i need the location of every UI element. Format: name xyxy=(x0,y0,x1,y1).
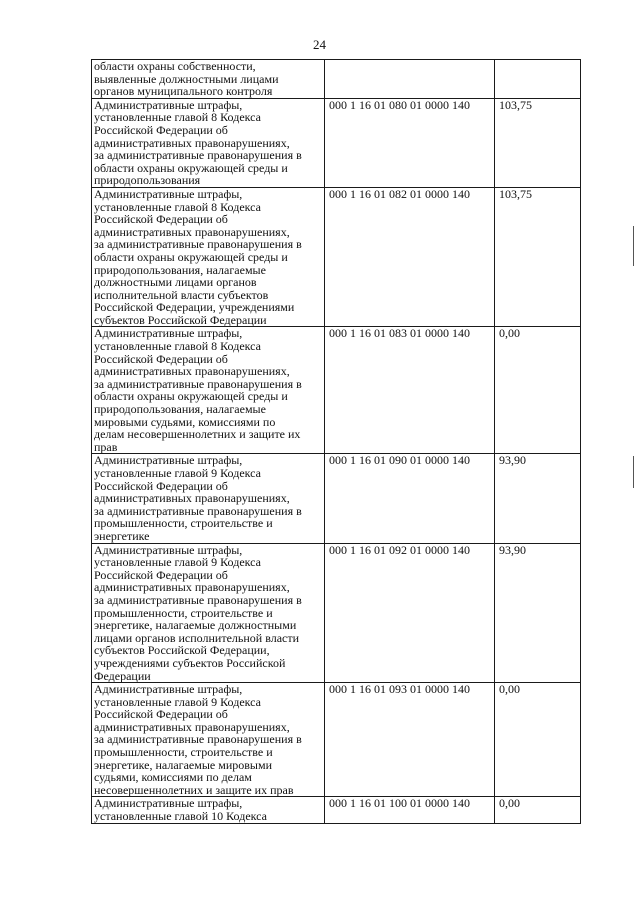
description-line: энергетике, налагаемые мировыми xyxy=(94,757,272,772)
description-line: области охраны собственности, xyxy=(94,59,256,73)
amount-value: 103,75 xyxy=(495,98,581,187)
budget-classification-code: 000 1 16 01 092 01 0000 140 xyxy=(325,543,495,683)
table-row xyxy=(92,543,581,683)
table-row xyxy=(92,187,581,327)
description-line: административных правонарушениях, xyxy=(94,135,290,150)
description-line: судьями, комиссиями по делам xyxy=(94,770,252,785)
description-line: Российской Федерации об xyxy=(94,567,228,582)
amount-value: 0,00 xyxy=(495,797,581,823)
budget-classification-code: 000 1 16 01 082 01 0000 140 xyxy=(325,187,495,327)
amount-value: 93,90 xyxy=(495,454,581,543)
description-line: за административные правонарушения в xyxy=(94,237,302,252)
amount-value: 0,00 xyxy=(495,327,581,454)
description-line: установленные главой 9 Кодекса xyxy=(94,694,261,709)
budget-classification-code: 000 1 16 01 090 01 0000 140 xyxy=(325,454,495,543)
description-line: делам несовершеннолетних и защите их xyxy=(94,427,301,442)
budget-classification-code: 000 1 16 01 080 01 0000 140 xyxy=(325,98,495,187)
description-line: органов муниципального контроля xyxy=(94,84,273,99)
description-line: промышленности, строительстве и xyxy=(94,745,273,760)
description-line: Российской Федерации об xyxy=(94,478,228,493)
scan-artifact-mark xyxy=(633,226,634,266)
description-line: области охраны окружающей среды и xyxy=(94,249,288,264)
description-line: административных правонарушениях, xyxy=(94,364,290,379)
revenue-description-cell xyxy=(92,454,325,543)
amount-value: 93,90 xyxy=(495,543,581,683)
table-row xyxy=(92,60,581,99)
revenue-description-cell xyxy=(92,797,325,823)
description-line: установленные главой 9 Кодекса xyxy=(94,555,261,570)
description-line: Административные штрафы, xyxy=(94,682,243,697)
description-line: прав xyxy=(94,439,118,454)
description-line: выявленные должностными лицами xyxy=(94,71,279,86)
description-line: природопользования, налагаемые xyxy=(94,402,266,417)
revenue-description-cell xyxy=(92,98,325,187)
description-line: установленные главой 10 Кодекса xyxy=(94,809,267,824)
description-line: за административные правонарушения в xyxy=(94,376,302,391)
table-row xyxy=(92,683,581,797)
page-number: 24 xyxy=(313,37,326,52)
description-line: за административные правонарушения в xyxy=(94,732,302,747)
description-line: Российской Федерации об xyxy=(94,122,228,137)
description-line: несовершеннолетних и защите их прав xyxy=(94,782,294,797)
amount-value xyxy=(495,60,581,99)
table-row xyxy=(92,98,581,187)
scan-artifact-mark xyxy=(633,456,634,488)
revenue-description-cell xyxy=(92,187,325,327)
amount-value: 103,75 xyxy=(495,187,581,327)
description-line: исполнительной власти субъектов xyxy=(94,287,269,302)
description-line: Российской Федерации об xyxy=(94,351,228,366)
description-line: административных правонарушениях, xyxy=(94,580,290,595)
description-line: промышленности, строительстве и xyxy=(94,516,273,531)
description-line: Административные штрафы, xyxy=(94,796,243,811)
budget-classification-code: 000 1 16 01 100 01 0000 140 xyxy=(325,797,495,823)
description-line: Российской Федерации об xyxy=(94,707,228,722)
description-line: природопользования xyxy=(94,173,201,188)
description-line: установленные главой 8 Кодекса xyxy=(94,339,261,354)
table-row xyxy=(92,327,581,454)
description-line: Российской Федерации, учреждениями xyxy=(94,300,295,315)
revenue-description-cell xyxy=(92,60,325,99)
revenue-description-cell xyxy=(92,683,325,797)
revenue-description-cell xyxy=(92,327,325,454)
description-line: за административные правонарушения в xyxy=(94,148,302,163)
description-line: субъектов Российской Федерации, xyxy=(94,643,270,658)
description-line: установленные главой 8 Кодекса xyxy=(94,110,261,125)
description-line: за административные правонарушения в xyxy=(94,592,302,607)
description-line: Российской Федерации об xyxy=(94,212,228,227)
description-line: промышленности, строительстве и xyxy=(94,605,273,620)
budget-revenue-table xyxy=(91,59,581,824)
description-line: энергетике, налагаемые должностными xyxy=(94,618,297,633)
description-line: Административные штрафы, xyxy=(94,187,243,201)
budget-classification-code: 000 1 16 01 083 01 0000 140 xyxy=(325,327,495,454)
description-line: субъектов Российской Федерации xyxy=(94,312,267,327)
description-line: Административные штрафы, xyxy=(94,326,243,341)
description-line: установленные главой 9 Кодекса xyxy=(94,466,261,480)
description-line: мировыми судьями, комиссиями по xyxy=(94,414,276,429)
amount-value: 0,00 xyxy=(495,683,581,797)
description-line: установленные главой 8 Кодекса xyxy=(94,199,261,214)
description-line: природопользования, налагаемые xyxy=(94,262,266,277)
description-line: должностными лицами органов xyxy=(94,275,257,290)
revenue-description-cell xyxy=(92,543,325,683)
description-line: административных правонарушениях, xyxy=(94,224,290,239)
description-line: лицами органов исполнительной власти xyxy=(94,630,300,645)
description-line: Административные штрафы, xyxy=(94,543,243,557)
budget-classification-code xyxy=(325,60,495,99)
description-line: области охраны окружающей среды и xyxy=(94,160,288,175)
description-line: области охраны окружающей среды и xyxy=(94,389,288,404)
description-line: энергетике xyxy=(94,528,150,543)
description-line: административных правонарушениях, xyxy=(94,491,290,506)
description-line: Административные штрафы, xyxy=(94,98,243,112)
table-row xyxy=(92,797,581,823)
description-line: Административные штрафы, xyxy=(94,453,243,468)
budget-classification-code: 000 1 16 01 093 01 0000 140 xyxy=(325,683,495,797)
description-line: административных правонарушениях, xyxy=(94,719,290,734)
table-body xyxy=(92,60,581,824)
description-line: Федерации xyxy=(94,668,151,683)
description-line: учреждениями субъектов Российской xyxy=(94,655,286,670)
table-row xyxy=(92,454,581,543)
description-line: за административные правонарушения в xyxy=(94,503,302,518)
